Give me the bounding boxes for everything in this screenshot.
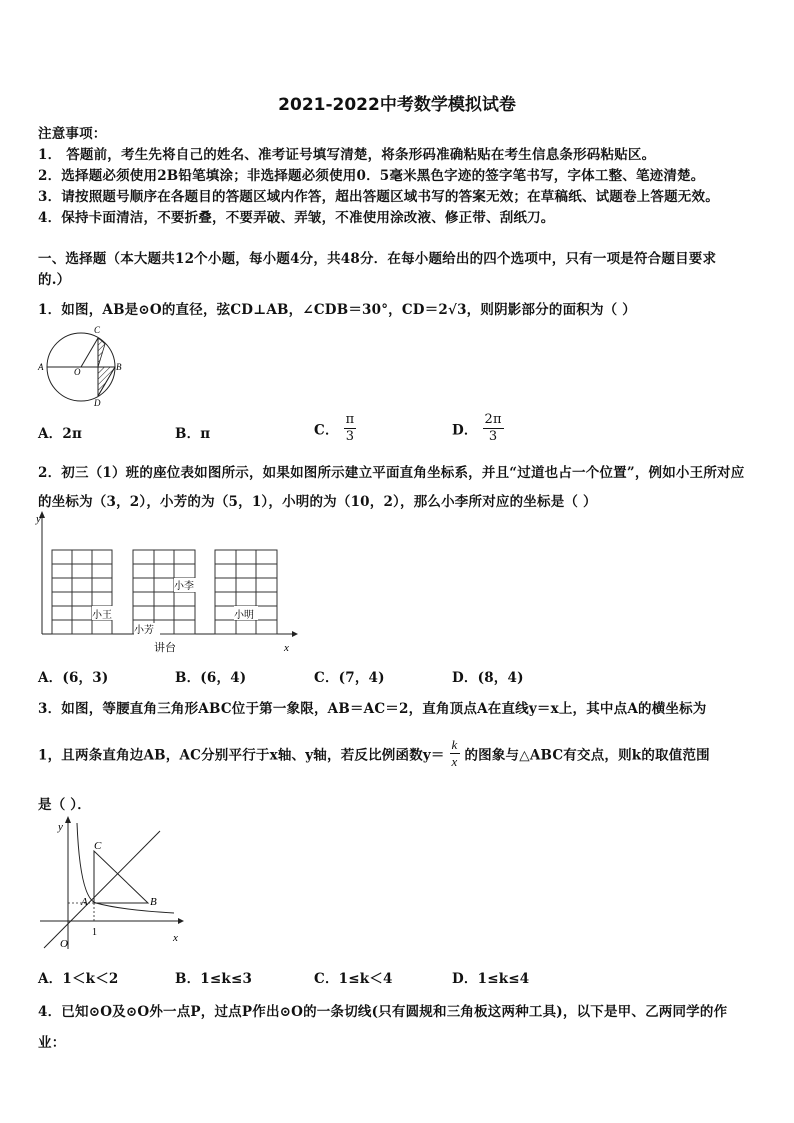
notice-item: 3．请按照题号顺序在各题目的答题区域内作答，超出答题区域书写的答案无效；在草稿纸、试题卷上答题无效。 — [38, 189, 719, 205]
label-b: B — [116, 362, 122, 372]
label-a: A — [38, 362, 44, 372]
label-b: B — [150, 896, 157, 908]
q2-stem-line2: 的坐标为（3，2），小芳的为（5，1），小明的为（10，2），那么小李所对应的坐标是（ ） — [38, 494, 597, 510]
label-xiaofang: 小芳 — [134, 625, 154, 636]
seat-grid-left — [52, 550, 112, 634]
q2-stem-line1: 2．初三（1）班的座位表如图所示，如果如图所示建立平面直角坐标系，并且“过道也占一个位置”，例如小王所对应 — [38, 465, 745, 481]
text: 的图象与△ABC有交点，则k的取值范围 — [464, 747, 710, 764]
q1-option-a: A．2π — [38, 426, 83, 442]
q4-stem-line2: 业： — [38, 1035, 66, 1051]
q3-graph-figure — [36, 813, 186, 953]
frac-den: 3 — [345, 429, 355, 444]
q2-option-d: D．(8，4) — [452, 670, 524, 686]
option-d-label: D． — [452, 422, 478, 439]
option-c-label: C． — [314, 422, 339, 439]
label-o: O — [74, 367, 81, 377]
label-c: C — [94, 840, 102, 852]
q1-option-c — [314, 412, 356, 445]
triangle-abc — [94, 851, 148, 903]
q3-stem-line1: 3．如图，等腰直角三角形ABC位于第一象限，AB＝AC＝2，直角顶点A在直线y＝x上，其中点A的横坐标为 — [38, 701, 707, 717]
tick-1: 1 — [92, 927, 97, 938]
label-c: C — [94, 325, 101, 335]
q2-option-b: B．(6，4) — [175, 670, 247, 686]
label-o: O — [60, 938, 68, 950]
line-y-equals-x — [44, 831, 160, 948]
shaded-region — [98, 338, 115, 396]
seat-grid-right — [215, 550, 277, 634]
q3-option-c: C．1≤k＜4 — [314, 971, 393, 987]
label-xiaoming: 小明 — [234, 610, 254, 621]
notice-heading: 注意事项： — [38, 126, 107, 142]
frac-den: 3 — [488, 429, 498, 444]
q2-option-c: C．(7，4) — [314, 670, 385, 686]
q3-stem-line3: 是（ ）． — [38, 797, 91, 813]
label-d: D — [94, 398, 101, 408]
hyperbola-curve — [77, 823, 174, 913]
segment-oc — [81, 338, 98, 367]
notice-item: 2．选择题必须使用2B铅笔填涂；非选择题必须使用0．5毫米黑色字迹的签字笔书写，字体工整、笔迹清楚。 — [38, 168, 705, 184]
option-d-fraction — [483, 412, 504, 445]
text: 1，且两条直角边AB，AC分别平行于x轴、y轴，若反比例函数y＝ — [38, 747, 445, 764]
q3-option-b: B．1≤k≤3 — [175, 971, 253, 987]
q1-option-d — [452, 412, 504, 445]
q1-circle-figure — [36, 322, 126, 410]
label-podium: 讲台 — [154, 642, 176, 654]
label-xiaoli: 小李 — [174, 581, 194, 592]
y-axis-label: y — [36, 513, 41, 525]
q1-stem: 1．如图，AB是⊙O的直径，弦CD⊥AB，∠CDB＝30°，CD＝2√3，则阴影部分的面积为（ ） — [38, 302, 636, 318]
option-c-fraction — [344, 412, 357, 445]
page-title: 2021-2022中考数学模拟试卷 — [278, 95, 516, 115]
label-a: A — [81, 896, 88, 908]
x-axis-label: x — [173, 932, 178, 944]
section-heading-cont: 的.） — [38, 272, 71, 288]
y-axis-label: y — [58, 821, 63, 833]
label-xiaowang: 小王 — [92, 610, 112, 621]
frac-num: π — [345, 412, 355, 427]
q4-stem-line1: 4．已知⊙O及⊙O外一点P，过点P作出⊙O的一条切线(只有圆规和三角板这两种工具)，以下是甲、乙两同学的作 — [38, 1004, 728, 1020]
frac-den: x — [451, 754, 458, 769]
q2-option-a: A．(6，3) — [38, 670, 109, 686]
k-over-x-fraction — [450, 737, 460, 770]
q2-seating-figure — [30, 508, 300, 658]
notice-item: 1． 答题前，考生先将自己的姓名、准考证号填写清楚，将条形码准确粘贴在考生信息条形码粘贴区。 — [38, 147, 656, 163]
q3-option-d: D．1≤k≤4 — [452, 971, 530, 987]
notice-item: 4．保持卡面清洁，不要折叠，不要弄破、弄皱，不准使用涂改液、修正带、刮纸刀。 — [38, 210, 555, 226]
q3-stem-line2 — [38, 737, 710, 770]
frac-num: k — [451, 737, 458, 752]
frac-num: 2π — [484, 412, 502, 427]
q3-option-a: A．1＜k＜2 — [38, 971, 119, 987]
q1-option-b: B．π — [175, 426, 211, 442]
x-axis-label: x — [284, 642, 289, 654]
section-heading: 一、选择题（本大题共12个小题，每小题4分，共48分．在每小题给出的四个选项中，只有一项是符合题目要求 — [38, 251, 717, 267]
